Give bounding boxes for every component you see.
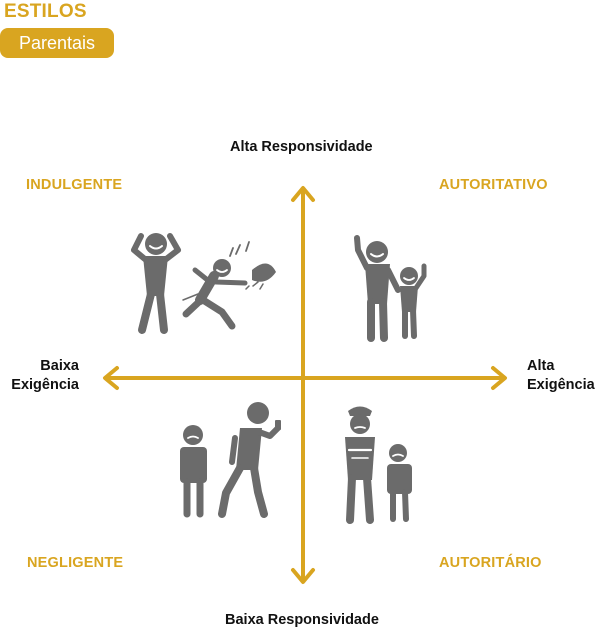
axis-label-top: Alta Responsividade [230,139,373,155]
axis-label-bottom: Baixa Responsividade [225,612,379,628]
axis-label-left-line2: Exigência [11,377,79,393]
parent-on-phone-ignoring-child-icon [180,402,281,514]
quadrant-label-autoritativo: AUTORITATIVO [439,177,548,193]
header-subtitle-badge: Parentais [0,28,114,58]
parent-child-cheering-icon [357,238,424,338]
header-title: ESTILOS [4,1,87,22]
axis-label-left-line1: Baixa [40,358,79,374]
axis-label-right [527,357,595,395]
quadrant-label-indulgente: INDULGENTE [26,177,123,193]
axis-label-left [4,357,79,395]
parent-child-tantrum-icon [134,233,276,330]
quadrant-label-autoritario: AUTORITÁRIO [439,555,542,571]
officer-parent-with-child-icon [345,407,412,521]
axis-label-right-line1: Alta [527,358,555,374]
quadrant-label-negligente: NEGLIGENTE [27,555,124,571]
axis-label-right-line2: Exigência [527,377,595,393]
